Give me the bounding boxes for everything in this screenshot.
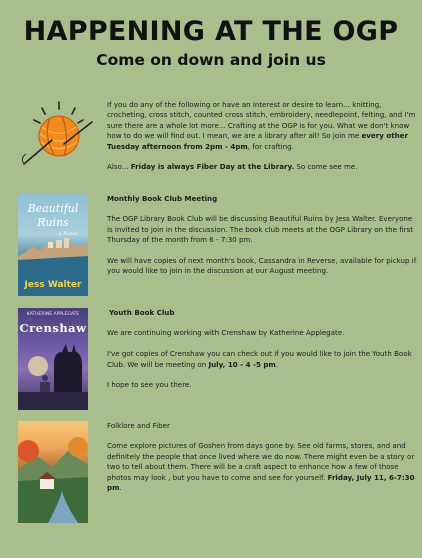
fiber-paragraph-2: Also... Friday is always Fiber Day at the Library. So come see me. <box>107 162 358 172</box>
yarn-ball-icon <box>18 100 96 168</box>
fiber-text <box>107 100 417 183</box>
page-title: HAPPENING AT THE OGP <box>23 16 399 47</box>
folklore-text <box>107 421 417 504</box>
youth-paragraph-1: We are continuing working with Crenshaw by Katherine Applegate. <box>107 328 345 338</box>
beautiful-ruins-cover <box>18 194 88 296</box>
youth-book-club-section <box>18 308 414 412</box>
book-club-paragraph-1: The OGP Library Book Club will be discussing Beautiful Ruins by Jess Walter. Everyone is invited to join in the discussion. The book club meets at the OGP Library on the first Thursday of the month from 6 - 7:30 pm. <box>107 214 414 245</box>
page-subtitle: Come on down and join us <box>96 51 326 69</box>
book-club-section <box>18 194 417 298</box>
crenshaw-cover <box>18 308 88 410</box>
folklore-heading: Folklore and Fiber <box>107 421 170 430</box>
book-club-text <box>107 194 417 287</box>
cover-subtitle-text: a Novel <box>58 231 78 237</box>
cover-author-text: Jess Walter <box>24 280 82 290</box>
goshen-landscape-image <box>18 421 88 523</box>
youth-paragraph-2: I've got copies of Crenshaw you can check out if you would like to join the Youth Book Club. We will be meeting on July, 10 - 4 -5 pm. <box>107 349 412 369</box>
book-club-paragraph-2: We will have copies of next month's book, Cassandra in Reverse, available for pickup if you would like to join in the discussion at our August meeting. <box>107 256 417 276</box>
cover-author-text: KATHERINE APPLEGATE <box>26 312 80 317</box>
folklore-section <box>18 421 414 525</box>
book-club-heading: Monthly Book Club Meeting <box>107 194 218 203</box>
youth-paragraph-3: I hope to see you there. <box>107 380 192 390</box>
cover-title-text: Crenshaw <box>19 321 87 335</box>
folklore-paragraph-1: Come explore pictures of Goshen from days gone by. See old farms, stores, and and definitely the people that once lived where we do now. There might even be a story or two to tell about them. There will be a craft aspect to enhance how a few of those photos may look , but you have to come and see for yourself. Friday, July 11, 6-7:30 pm. <box>107 441 415 493</box>
fiber-paragraph-1: If you do any of the following or have an interest or desire to learn... knitting, crocheting, cross stitch, counted cross stitch, embroidery, needlepoint, felting, and I'm sure there are a whole lot more... Crafting at the OGP is for you. What we don't know how to do we will find out. I mean, we are a library after all! So join me every other Tuesday afternoon from 2pm - 4pm, for crafting. <box>107 100 416 151</box>
cover-title-text: Beautiful Ruins <box>27 202 79 229</box>
youth-book-club-heading: Youth Book Club <box>109 308 175 317</box>
youth-book-club-text <box>107 308 417 401</box>
fiber-section <box>18 100 414 182</box>
